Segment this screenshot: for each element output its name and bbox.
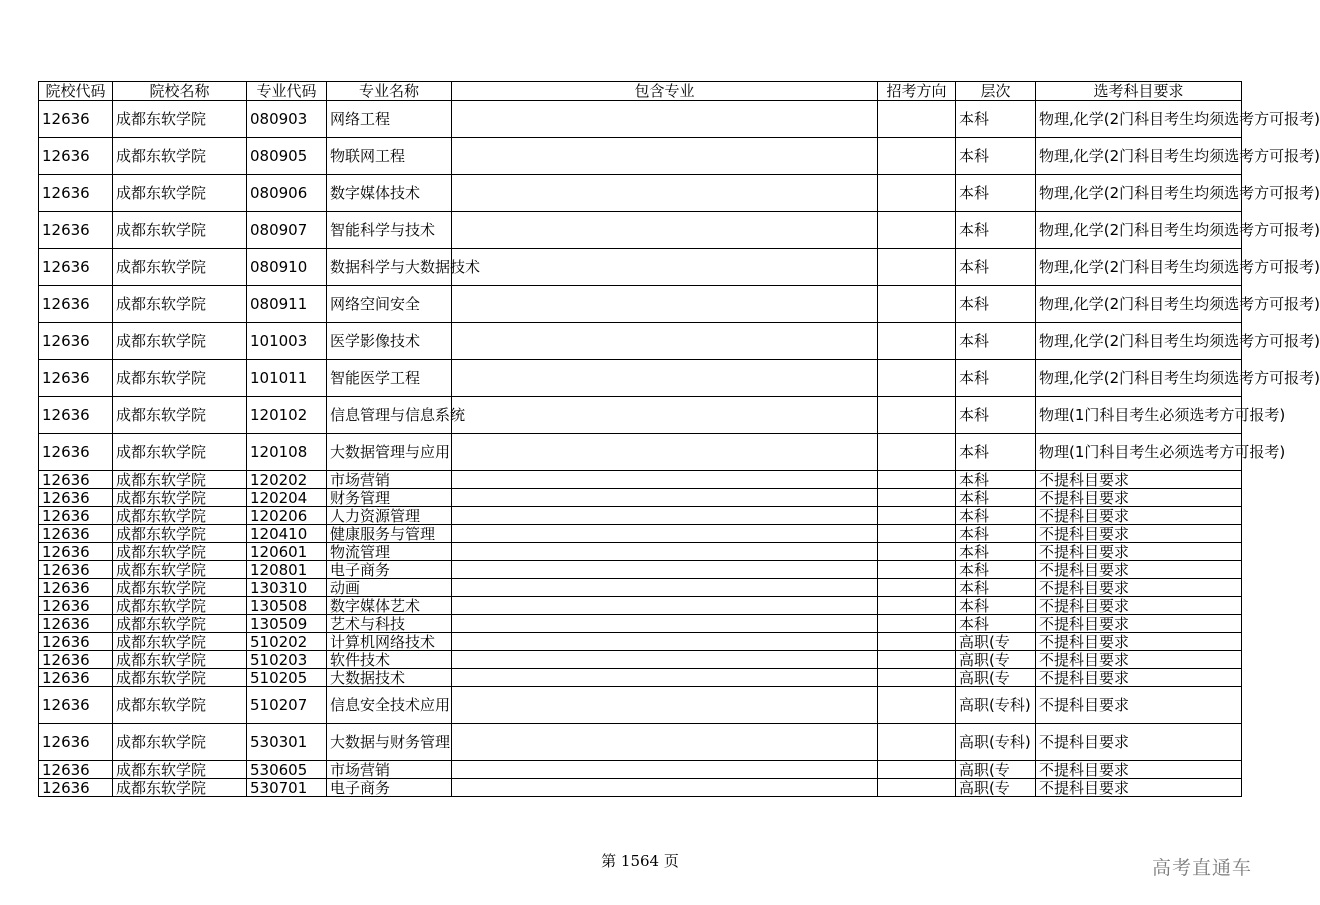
cell-subject-requirement: 不提科目要求 <box>1036 669 1242 687</box>
cell-included-majors <box>452 434 878 471</box>
cell-major-name: 计算机网络技术 <box>327 633 452 651</box>
header-school-name: 院校名称 <box>113 82 247 101</box>
cell-subject-requirement: 不提科目要求 <box>1036 615 1242 633</box>
cell-school-code: 12636 <box>39 651 113 669</box>
cell-major-name: 健康服务与管理 <box>327 525 452 543</box>
cell-major-name: 大数据管理与应用 <box>327 434 452 471</box>
cell-school-name: 成都东软学院 <box>113 724 247 761</box>
cell-direction <box>878 615 956 633</box>
cell-subject-requirement: 不提科目要求 <box>1036 779 1242 797</box>
cell-major-code: 120410 <box>247 525 327 543</box>
cell-subject-requirement: 物理(1门科目考生必须选考方可报考) <box>1036 434 1242 471</box>
cell-school-code: 12636 <box>39 471 113 489</box>
cell-subject-requirement: 不提科目要求 <box>1036 761 1242 779</box>
cell-major-name: 智能医学工程 <box>327 360 452 397</box>
cell-school-name: 成都东软学院 <box>113 561 247 579</box>
cell-school-name: 成都东软学院 <box>113 687 247 724</box>
cell-direction <box>878 286 956 323</box>
cell-major-code: 080907 <box>247 212 327 249</box>
cell-direction <box>878 175 956 212</box>
cell-direction <box>878 212 956 249</box>
cell-subject-requirement: 不提科目要求 <box>1036 633 1242 651</box>
cell-major-name: 物联网工程 <box>327 138 452 175</box>
cell-major-code: 530701 <box>247 779 327 797</box>
cell-included-majors <box>452 687 878 724</box>
cell-level: 本科 <box>956 397 1036 434</box>
cell-direction <box>878 579 956 597</box>
cell-major-code: 130310 <box>247 579 327 597</box>
cell-direction <box>878 543 956 561</box>
cell-major-code: 120601 <box>247 543 327 561</box>
cell-included-majors <box>452 323 878 360</box>
cell-major-code: 120801 <box>247 561 327 579</box>
cell-subject-requirement: 物理,化学(2门科目考生均须选考方可报考) <box>1036 175 1242 212</box>
cell-major-name: 医学影像技术 <box>327 323 452 360</box>
table-row <box>39 175 1242 212</box>
cell-subject-requirement: 不提科目要求 <box>1036 489 1242 507</box>
cell-direction <box>878 138 956 175</box>
cell-level: 本科 <box>956 561 1036 579</box>
cell-major-name: 网络工程 <box>327 101 452 138</box>
table-row <box>39 249 1242 286</box>
cell-level: 高职(专科) <box>956 687 1036 724</box>
table-row <box>39 633 1242 651</box>
table-row <box>39 579 1242 597</box>
cell-level: 高职(专科) <box>956 724 1036 761</box>
cell-major-code: 120202 <box>247 471 327 489</box>
cell-major-code: 130509 <box>247 615 327 633</box>
table-row <box>39 761 1242 779</box>
cell-school-code: 12636 <box>39 489 113 507</box>
cell-included-majors <box>452 360 878 397</box>
cell-school-name: 成都东软学院 <box>113 615 247 633</box>
cell-subject-requirement: 物理,化学(2门科目考生均须选考方可报考) <box>1036 249 1242 286</box>
cell-major-name: 物流管理 <box>327 543 452 561</box>
cell-school-code: 12636 <box>39 579 113 597</box>
cell-direction <box>878 687 956 724</box>
table-row <box>39 669 1242 687</box>
table-row <box>39 543 1242 561</box>
cell-major-code: 530301 <box>247 724 327 761</box>
cell-school-name: 成都东软学院 <box>113 651 247 669</box>
cell-school-code: 12636 <box>39 323 113 360</box>
cell-school-code: 12636 <box>39 249 113 286</box>
cell-school-code: 12636 <box>39 724 113 761</box>
cell-school-name: 成都东软学院 <box>113 434 247 471</box>
cell-subject-requirement: 不提科目要求 <box>1036 579 1242 597</box>
cell-school-name: 成都东软学院 <box>113 249 247 286</box>
cell-included-majors <box>452 615 878 633</box>
cell-school-code: 12636 <box>39 779 113 797</box>
cell-level: 本科 <box>956 323 1036 360</box>
cell-school-code: 12636 <box>39 687 113 724</box>
cell-school-code: 12636 <box>39 543 113 561</box>
header-direction: 招考方向 <box>878 82 956 101</box>
cell-level: 本科 <box>956 286 1036 323</box>
cell-school-name: 成都东软学院 <box>113 597 247 615</box>
cell-direction <box>878 434 956 471</box>
cell-direction <box>878 489 956 507</box>
cell-school-code: 12636 <box>39 507 113 525</box>
cell-school-code: 12636 <box>39 175 113 212</box>
cell-level: 高职(专 <box>956 651 1036 669</box>
table-row <box>39 397 1242 434</box>
cell-major-code: 510202 <box>247 633 327 651</box>
cell-subject-requirement: 不提科目要求 <box>1036 597 1242 615</box>
cell-school-code: 12636 <box>39 669 113 687</box>
cell-major-name: 财务管理 <box>327 489 452 507</box>
cell-major-name: 网络空间安全 <box>327 286 452 323</box>
cell-level: 本科 <box>956 525 1036 543</box>
table-header-row <box>39 82 1242 101</box>
cell-major-name: 市场营销 <box>327 761 452 779</box>
header-major-name: 专业名称 <box>327 82 452 101</box>
cell-major-code: 080905 <box>247 138 327 175</box>
cell-major-code: 120206 <box>247 507 327 525</box>
cell-school-name: 成都东软学院 <box>113 507 247 525</box>
cell-major-code: 101003 <box>247 323 327 360</box>
cell-school-code: 12636 <box>39 525 113 543</box>
cell-direction <box>878 597 956 615</box>
cell-school-name: 成都东软学院 <box>113 212 247 249</box>
cell-level: 本科 <box>956 507 1036 525</box>
cell-school-code: 12636 <box>39 761 113 779</box>
cell-direction <box>878 507 956 525</box>
cell-major-code: 101011 <box>247 360 327 397</box>
cell-included-majors <box>452 561 878 579</box>
cell-included-majors <box>452 525 878 543</box>
cell-major-code: 530605 <box>247 761 327 779</box>
cell-level: 高职(专 <box>956 761 1036 779</box>
cell-subject-requirement: 不提科目要求 <box>1036 724 1242 761</box>
cell-school-code: 12636 <box>39 138 113 175</box>
cell-major-name: 大数据技术 <box>327 669 452 687</box>
header-included-majors: 包含专业 <box>452 82 878 101</box>
cell-major-code: 120108 <box>247 434 327 471</box>
cell-subject-requirement: 物理,化学(2门科目考生均须选考方可报考) <box>1036 286 1242 323</box>
cell-direction <box>878 633 956 651</box>
cell-school-code: 12636 <box>39 360 113 397</box>
cell-level: 本科 <box>956 138 1036 175</box>
cell-subject-requirement: 不提科目要求 <box>1036 507 1242 525</box>
header-school-code: 院校代码 <box>39 82 113 101</box>
cell-subject-requirement: 不提科目要求 <box>1036 561 1242 579</box>
cell-school-name: 成都东软学院 <box>113 360 247 397</box>
cell-major-code: 510207 <box>247 687 327 724</box>
header-major-code: 专业代码 <box>247 82 327 101</box>
cell-school-code: 12636 <box>39 212 113 249</box>
cell-major-name: 动画 <box>327 579 452 597</box>
cell-included-majors <box>452 286 878 323</box>
cell-school-code: 12636 <box>39 286 113 323</box>
cell-included-majors <box>452 543 878 561</box>
table-row <box>39 138 1242 175</box>
table-row <box>39 525 1242 543</box>
cell-direction <box>878 669 956 687</box>
cell-school-name: 成都东软学院 <box>113 323 247 360</box>
cell-included-majors <box>452 724 878 761</box>
table-row <box>39 687 1242 724</box>
cell-level: 本科 <box>956 489 1036 507</box>
cell-direction <box>878 724 956 761</box>
cell-level: 本科 <box>956 434 1036 471</box>
table-row <box>39 323 1242 360</box>
cell-major-code: 120102 <box>247 397 327 434</box>
cell-subject-requirement: 物理,化学(2门科目考生均须选考方可报考) <box>1036 323 1242 360</box>
cell-direction <box>878 525 956 543</box>
table-row <box>39 101 1242 138</box>
cell-school-code: 12636 <box>39 615 113 633</box>
cell-level: 高职(专 <box>956 633 1036 651</box>
cell-school-name: 成都东软学院 <box>113 138 247 175</box>
cell-included-majors <box>452 779 878 797</box>
table-body <box>39 101 1320 797</box>
cell-included-majors <box>452 633 878 651</box>
cell-major-name: 数据科学与大数据技术 <box>327 249 452 286</box>
cell-subject-requirement: 物理(1门科目考生必须选考方可报考) <box>1036 397 1242 434</box>
cell-included-majors <box>452 579 878 597</box>
cell-major-name: 信息安全技术应用 <box>327 687 452 724</box>
cell-school-name: 成都东软学院 <box>113 761 247 779</box>
cell-included-majors <box>452 212 878 249</box>
cell-school-name: 成都东软学院 <box>113 175 247 212</box>
table-row <box>39 434 1242 471</box>
cell-subject-requirement: 不提科目要求 <box>1036 543 1242 561</box>
cell-included-majors <box>452 761 878 779</box>
cell-included-majors <box>452 175 878 212</box>
cell-major-name: 智能科学与技术 <box>327 212 452 249</box>
header-subject-requirement: 选考科目要求 <box>1036 82 1242 101</box>
cell-school-name: 成都东软学院 <box>113 101 247 138</box>
cell-major-name: 数字媒体技术 <box>327 175 452 212</box>
cell-school-code: 12636 <box>39 397 113 434</box>
table-row <box>39 507 1242 525</box>
cell-major-name: 软件技术 <box>327 651 452 669</box>
cell-included-majors <box>452 489 878 507</box>
cell-school-name: 成都东软学院 <box>113 525 247 543</box>
table-row <box>39 360 1242 397</box>
cell-included-majors <box>452 597 878 615</box>
cell-subject-requirement: 不提科目要求 <box>1036 687 1242 724</box>
cell-direction <box>878 471 956 489</box>
cell-included-majors <box>452 651 878 669</box>
table-row <box>39 212 1242 249</box>
watermark: 高考直通车 <box>1151 857 1252 879</box>
cell-level: 高职(专 <box>956 669 1036 687</box>
cell-school-name: 成都东软学院 <box>113 633 247 651</box>
cell-direction <box>878 651 956 669</box>
cell-level: 高职(专 <box>956 779 1036 797</box>
cell-direction <box>878 761 956 779</box>
cell-school-name: 成都东软学院 <box>113 669 247 687</box>
cell-included-majors <box>452 507 878 525</box>
cell-school-code: 12636 <box>39 633 113 651</box>
cell-subject-requirement: 物理,化学(2门科目考生均须选考方可报考) <box>1036 138 1242 175</box>
cell-subject-requirement: 物理,化学(2门科目考生均须选考方可报考) <box>1036 360 1242 397</box>
cell-level: 本科 <box>956 615 1036 633</box>
table-row <box>39 724 1242 761</box>
cell-school-name: 成都东软学院 <box>113 471 247 489</box>
cell-school-name: 成都东软学院 <box>113 779 247 797</box>
cell-school-name: 成都东软学院 <box>113 286 247 323</box>
cell-direction <box>878 397 956 434</box>
admission-table <box>38 81 1320 797</box>
cell-subject-requirement: 物理,化学(2门科目考生均须选考方可报考) <box>1036 212 1242 249</box>
cell-school-code: 12636 <box>39 561 113 579</box>
cell-included-majors <box>452 138 878 175</box>
table-row <box>39 615 1242 633</box>
cell-level: 本科 <box>956 175 1036 212</box>
cell-school-code: 12636 <box>39 101 113 138</box>
cell-school-name: 成都东软学院 <box>113 489 247 507</box>
cell-major-code: 120204 <box>247 489 327 507</box>
cell-major-name: 数字媒体艺术 <box>327 597 452 615</box>
cell-school-name: 成都东软学院 <box>113 543 247 561</box>
table-row <box>39 651 1242 669</box>
header-level: 层次 <box>956 82 1036 101</box>
cell-major-code: 510203 <box>247 651 327 669</box>
cell-subject-requirement: 物理,化学(2门科目考生均须选考方可报考) <box>1036 101 1242 138</box>
cell-major-code: 080903 <box>247 101 327 138</box>
cell-subject-requirement: 不提科目要求 <box>1036 651 1242 669</box>
cell-school-name: 成都东软学院 <box>113 579 247 597</box>
cell-subject-requirement: 不提科目要求 <box>1036 471 1242 489</box>
table-row <box>39 489 1242 507</box>
table-row <box>39 597 1242 615</box>
cell-major-code: 080910 <box>247 249 327 286</box>
cell-major-name: 艺术与科技 <box>327 615 452 633</box>
cell-direction <box>878 561 956 579</box>
cell-direction <box>878 323 956 360</box>
cell-level: 本科 <box>956 543 1036 561</box>
cell-level: 本科 <box>956 360 1036 397</box>
cell-included-majors <box>452 397 878 434</box>
cell-school-name: 成都东软学院 <box>113 397 247 434</box>
cell-level: 本科 <box>956 249 1036 286</box>
table-row <box>39 471 1242 489</box>
cell-major-name: 电子商务 <box>327 561 452 579</box>
cell-major-code: 080906 <box>247 175 327 212</box>
cell-major-name: 电子商务 <box>327 779 452 797</box>
cell-major-code: 130508 <box>247 597 327 615</box>
cell-included-majors <box>452 471 878 489</box>
cell-direction <box>878 249 956 286</box>
page-number: 第 1564 页 <box>601 852 679 870</box>
cell-direction <box>878 101 956 138</box>
cell-major-name: 人力资源管理 <box>327 507 452 525</box>
table-row <box>39 286 1242 323</box>
cell-major-name: 信息管理与信息系统 <box>327 397 452 434</box>
cell-included-majors <box>452 669 878 687</box>
cell-direction <box>878 779 956 797</box>
cell-level: 本科 <box>956 579 1036 597</box>
cell-school-code: 12636 <box>39 597 113 615</box>
table-row <box>39 561 1242 579</box>
cell-major-name: 大数据与财务管理 <box>327 724 452 761</box>
table-row <box>39 779 1242 797</box>
cell-major-code: 080911 <box>247 286 327 323</box>
cell-included-majors <box>452 249 878 286</box>
cell-level: 本科 <box>956 101 1036 138</box>
cell-major-code: 510205 <box>247 669 327 687</box>
cell-included-majors <box>452 101 878 138</box>
cell-level: 本科 <box>956 597 1036 615</box>
cell-subject-requirement: 不提科目要求 <box>1036 525 1242 543</box>
cell-direction <box>878 360 956 397</box>
cell-major-name: 市场营销 <box>327 471 452 489</box>
cell-level: 本科 <box>956 471 1036 489</box>
cell-level: 本科 <box>956 212 1036 249</box>
cell-school-code: 12636 <box>39 434 113 471</box>
